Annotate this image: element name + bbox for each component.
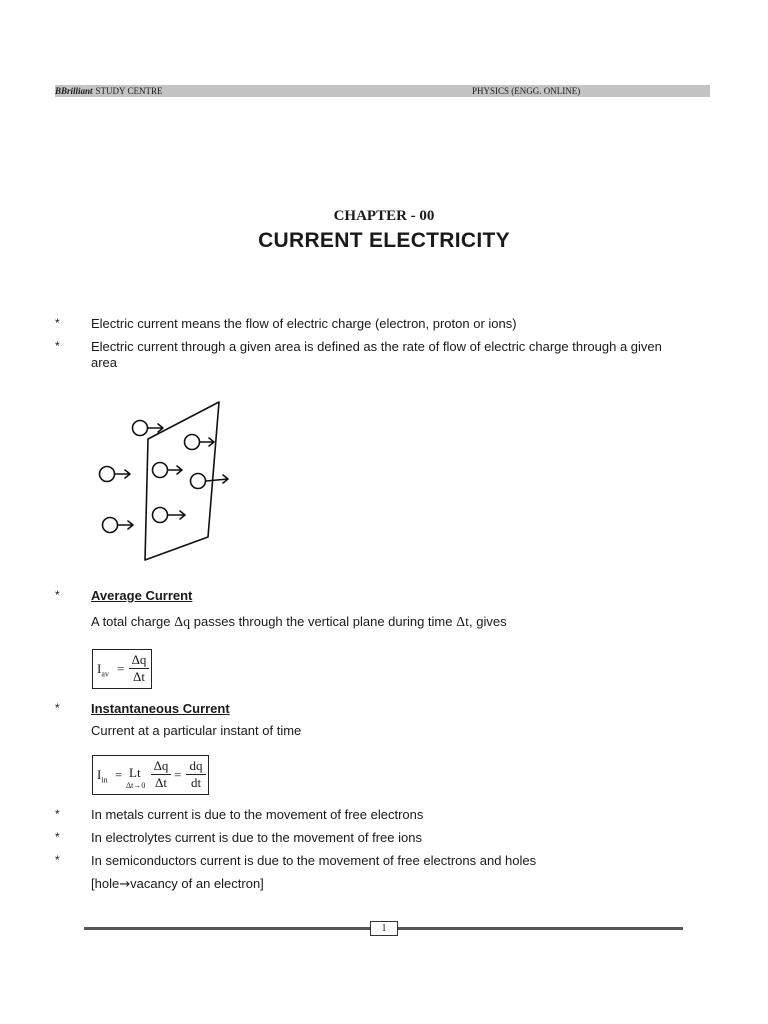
bullet-marker: * (55, 339, 60, 353)
formula-lhs-sub: av (101, 669, 109, 679)
header-subject: PHYSICS (ENGG. ONLINE) (472, 86, 581, 96)
average-current-formula (92, 649, 152, 689)
hole-note-before: [hole (91, 876, 120, 891)
fact-electrolytes: In electrolytes current is due to the movement of free ions (91, 830, 422, 845)
text-after: , gives (469, 614, 507, 629)
fraction-numerator: dq (189, 758, 203, 773)
charge-particle (185, 435, 215, 450)
average-current-heading: Average Current (91, 588, 193, 603)
intro-point-1: Electric current means the flow of electric charge (electron, proton or ions) (91, 316, 517, 331)
header-bar (55, 85, 710, 97)
fraction-denominator: Δt (129, 668, 149, 685)
formula-fraction-1 (151, 758, 171, 791)
bullet-marker: * (55, 853, 60, 867)
hole-note-after: vacancy of an electron] (130, 876, 264, 891)
instantaneous-current-formula (92, 755, 209, 795)
limit-operator: Lt (129, 765, 141, 780)
fact-metals: In metals current is due to the movement of free electrons (91, 807, 424, 822)
charge-particle (191, 474, 229, 489)
brand-name (55, 85, 162, 97)
hole-note (91, 876, 264, 893)
bullet-marker: * (55, 830, 60, 844)
arrow-icon: → (119, 877, 131, 892)
bullet-marker: * (55, 701, 60, 715)
intro-point-2: Electric current through a given area is defined as the rate of flow of electric charge through a given (91, 339, 662, 354)
fraction-denominator: dt (186, 774, 206, 791)
text-before: A total charge (91, 614, 171, 629)
charge-particle (103, 518, 134, 533)
charge-particle (100, 467, 131, 482)
instantaneous-current-heading: Instantaneous Current (91, 701, 230, 716)
charge-particle (153, 508, 186, 523)
brand-bold: BBrilliant (55, 86, 93, 96)
bullet-marker: * (55, 316, 60, 330)
formula-lhs: I (97, 767, 102, 782)
formula-equals: = (174, 767, 182, 782)
fact-semiconductors: In semiconductors current is due to the movement of free electrons and holes (91, 853, 537, 868)
delta-q-symbol: Δq (174, 615, 191, 630)
formula-fraction (129, 652, 149, 685)
text-middle: passes through the vertical plane during time (193, 614, 453, 629)
bullet-marker: * (55, 807, 60, 821)
bullet-marker: * (55, 588, 60, 602)
footer-rule-right (396, 927, 683, 930)
formula-equals: = (117, 661, 125, 676)
formula-lhs-sub: in (101, 775, 108, 785)
page-title: CURRENT ELECTRICITY (258, 229, 510, 252)
instantaneous-current-text: Current at a particular instant of time (91, 723, 302, 738)
limit-subscript: Δt→0 (126, 781, 146, 790)
fraction-numerator: Δq (153, 758, 169, 773)
formula-fraction-2 (186, 758, 206, 791)
page-number: 1 (370, 921, 398, 936)
footer-rule-left (84, 927, 371, 930)
chapter-label: CHAPTER - 00 (333, 208, 435, 224)
intro-point-2-cont: area (91, 355, 118, 370)
delta-t-symbol: Δt (456, 615, 470, 630)
charge-flow-diagram (92, 398, 237, 566)
brand-rest: STUDY CENTRE (95, 86, 163, 96)
fraction-denominator: Δt (151, 774, 171, 791)
average-current-text (91, 614, 507, 631)
charge-particle (153, 463, 183, 478)
formula-lhs: I (97, 661, 102, 676)
fraction-numerator: Δq (131, 652, 147, 667)
formula-equals: = (115, 767, 123, 782)
